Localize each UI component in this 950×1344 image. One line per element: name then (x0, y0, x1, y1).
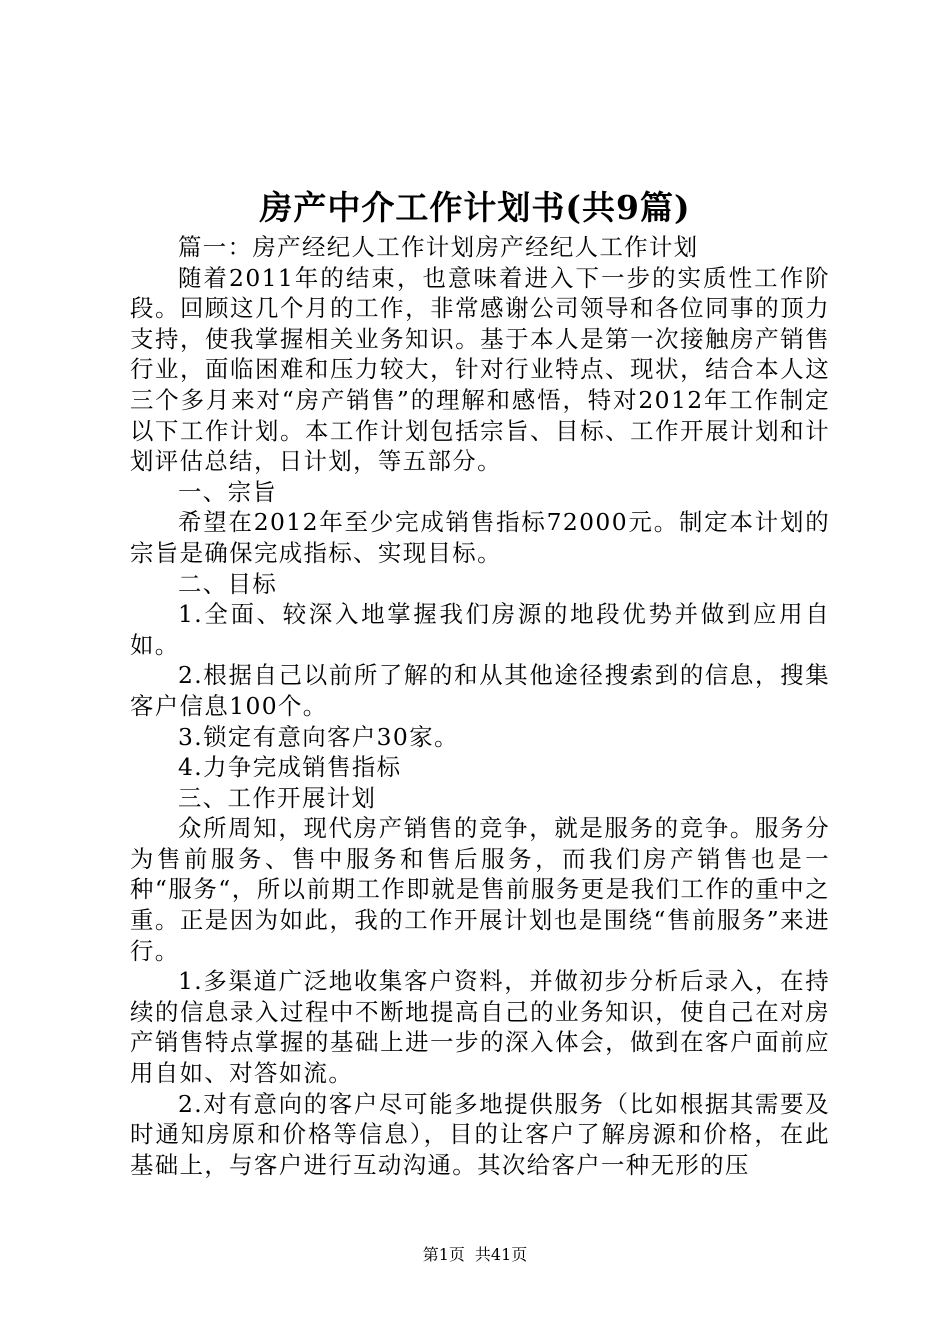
section-heading-purpose: 一、宗旨 (178, 477, 278, 506)
list-item-goal-3: 3.锁定有意向客户30家。 (178, 722, 459, 751)
list-item-plan-1: 1.多渠道广泛地收集客户资料，并做初步分析后录入，在持续的信息录入过程中不断地提高自己的业务知识，使自己在对房产销售特点掌握的基础上进一步的深入体会，做到在客户面前应用自如、对答如流。 (130, 967, 830, 1088)
list-item-goal-2: 2.根据自己以前所了解的和从其他途径搜索到的信息，搜集客户信息100个。 (130, 661, 830, 720)
section-heading-goals: 二、目标 (178, 569, 278, 598)
section-heading-work-plan: 三、工作开展计划 (178, 783, 377, 812)
list-item-goal-4: 4.力争完成销售指标 (178, 753, 402, 782)
paragraph-heading-article-one: 篇一：房产经纪人工作计划房产经纪人工作计划 (178, 233, 699, 261)
paragraph-intro: 随着2011年的结束，也意味着进入下一步的实质性工作阶段。回顾这几个月的工作，非常感谢公司领导和各位同事的顶力支持，使我掌握相关业务知识。基于本人是第一次接触房产销售行业，面临困难和压力较大，针对行业特点、现状，结合本人这三个多月来对“房产销售”的理解和感悟，特对2012年工作制定以下工作计划。本工作计划包括宗旨、目标、工作开展计划和计划评估总结，日计划，等五部分。 (130, 263, 830, 476)
document-title: 房产中介工作计划书(共9篇) (259, 188, 691, 227)
list-item-plan-2: 2.对有意向的客户尽可能多地提供服务（比如根据其需要及时通知房原和价格等信息），目的让客户了解房源和价格，在此基础上，与客户进行互动沟通。其次给客户一种无形的压 (130, 1089, 830, 1179)
page-footer (0, 1244, 950, 1266)
paragraph-purpose: 希望在2012年至少完成销售指标72000元。制定本计划的宗旨是确保完成指标、实现目标。 (130, 508, 830, 567)
document-body (130, 232, 830, 1180)
list-item-goal-1: 1.全面、较深入地掌握我们房源的地段优势并做到应用自如。 (130, 600, 830, 659)
page-total: 共41页 (474, 1245, 528, 1264)
paragraph-work-plan: 众所周知，现代房产销售的竞争，就是服务的竞争。服务分为售前服务、售中服务和售后服务，而我们房产销售也是一种“服务“，所以前期工作即就是售前服务更是我们工作的重中之重。正是因为如此，我的工作开展计划也是围绕“售前服务”来进行。 (130, 814, 830, 965)
page-number: 第1页 (422, 1245, 465, 1264)
